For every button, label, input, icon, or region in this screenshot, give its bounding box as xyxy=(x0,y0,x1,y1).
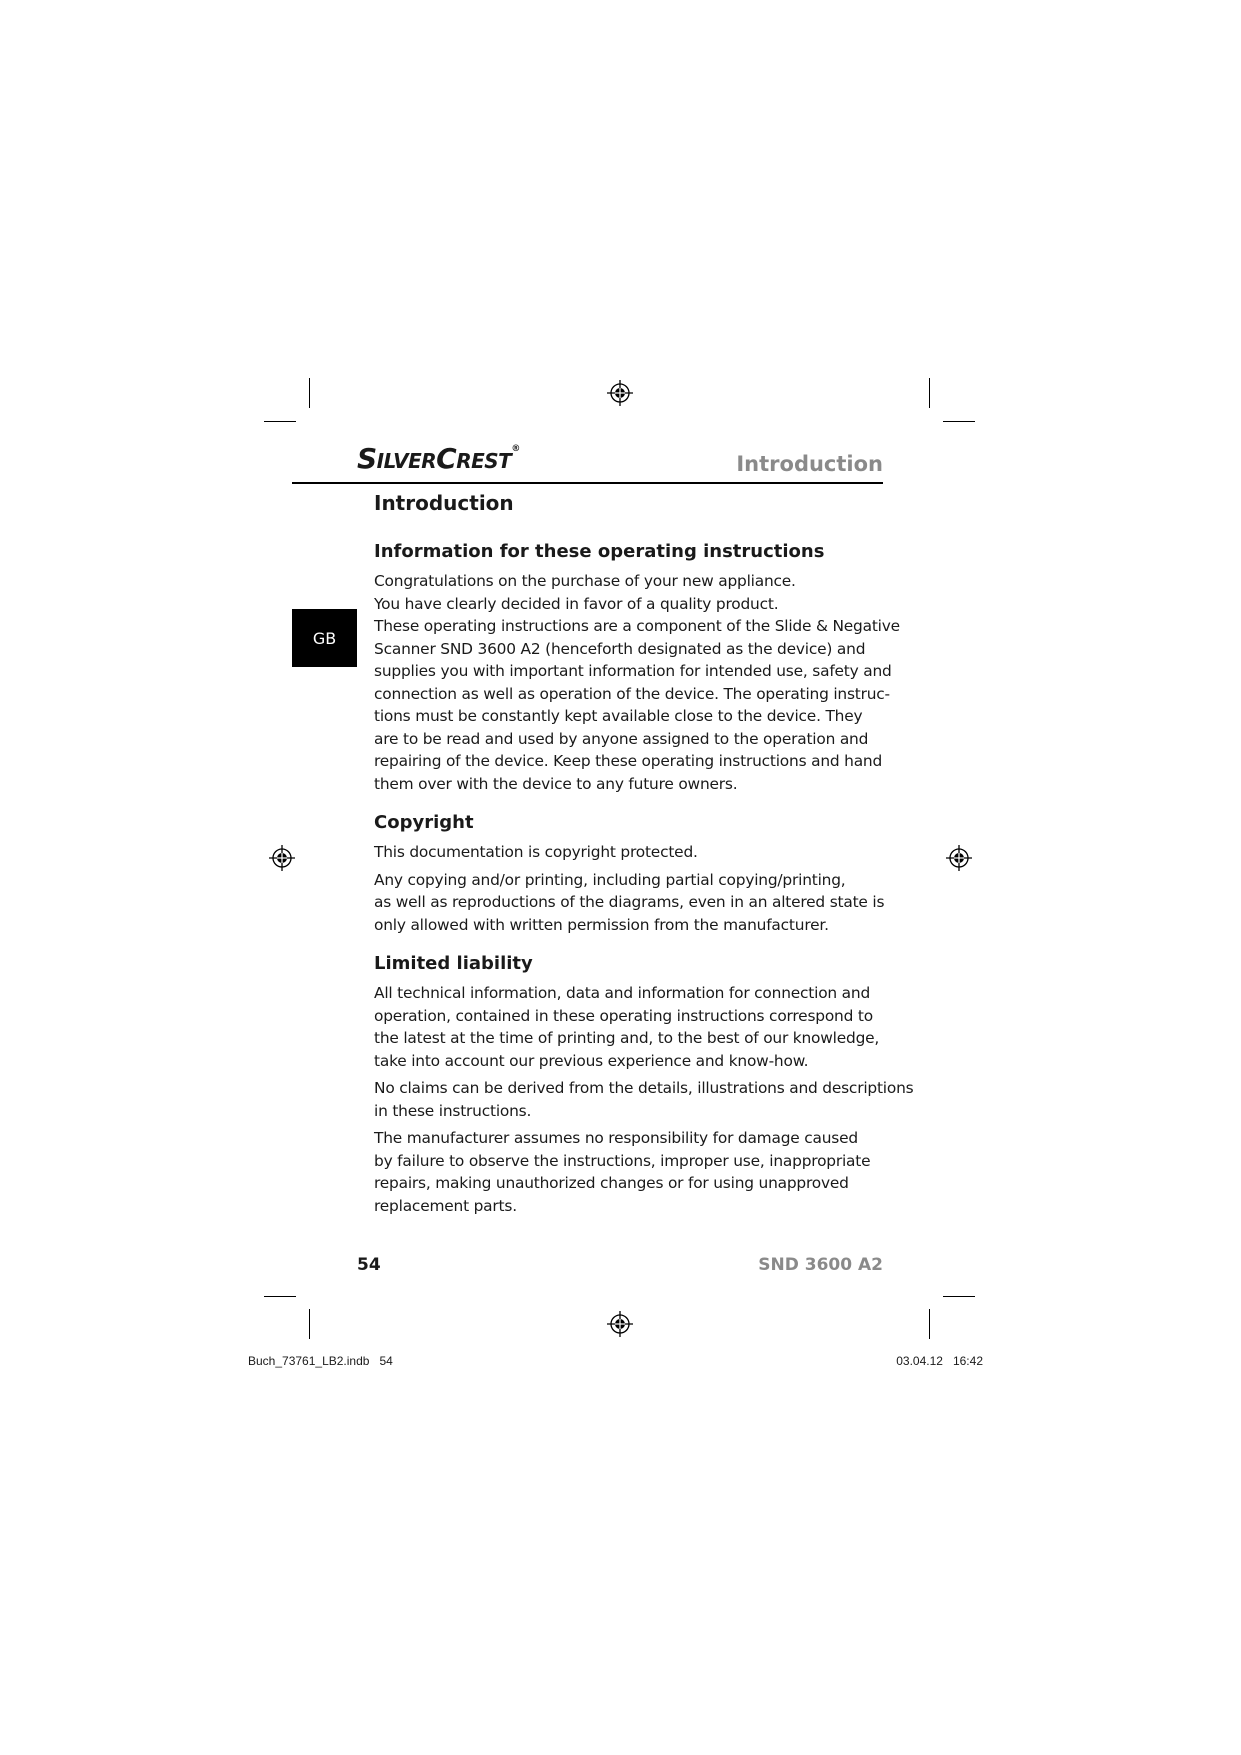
paragraph xyxy=(374,869,885,937)
crop-mark-bottom-right-horizontal xyxy=(943,1296,975,1297)
text-line: No claims can be derived from the details, illustrations and descriptions xyxy=(374,1079,914,1097)
header-divider xyxy=(292,482,883,484)
crop-mark-top-left-vertical xyxy=(309,378,310,408)
text-line: This documentation is copyright protected. xyxy=(374,843,698,861)
paragraph xyxy=(374,841,874,864)
text-line: take into account our previous experience and know-how. xyxy=(374,1051,809,1070)
text-line: Congratulations on the purchase of your new appliance. xyxy=(374,572,796,590)
brand-logo xyxy=(357,442,520,475)
text-line: as well as reproductions of the diagrams, even in an altered state is xyxy=(374,893,885,911)
brand-text: REST xyxy=(456,449,512,473)
text-line: These operating instructions are a component of the Slide & Negative xyxy=(374,617,900,635)
registration-target-icon xyxy=(607,1311,633,1337)
text-line: repairs, making unauthorized changes or for using unapproved xyxy=(374,1174,849,1192)
crop-mark-bottom-left-horizontal xyxy=(264,1296,296,1297)
text-line: the latest at the time of printing and, to the best of our knowledge, xyxy=(374,1029,880,1047)
brand-letter: C xyxy=(436,442,457,475)
page-number: 54 xyxy=(357,1255,381,1275)
text-line: Any copying and/or printing, including partial copying/printing, xyxy=(374,870,846,889)
page-title: Introduction xyxy=(374,491,514,515)
text-line: You have clearly decided in favor of a quality product. xyxy=(374,594,779,613)
paragraph xyxy=(374,1127,874,1217)
text-line: by failure to observe the instructions, improper use, inappropriate xyxy=(374,1151,871,1170)
section-heading: Copyright xyxy=(374,812,474,833)
text-line: in these instructions. xyxy=(374,1101,532,1120)
paragraph xyxy=(374,982,880,1072)
paragraph xyxy=(374,1077,914,1122)
brand-registered-mark: ® xyxy=(511,444,520,454)
crop-mark-top-right-horizontal xyxy=(943,421,975,422)
text-line: replacement parts. xyxy=(374,1196,517,1215)
text-line: repairing of the device. Keep these operating instructions and hand xyxy=(374,752,883,770)
text-line: operation, contained in these operating instructions correspond to xyxy=(374,1006,873,1025)
header-section-title: Introduction xyxy=(736,452,883,476)
crop-mark-top-right-vertical xyxy=(929,378,930,408)
text-line: All technical information, data and information for connection and xyxy=(374,984,871,1002)
crop-mark-bottom-left-vertical xyxy=(309,1309,310,1339)
main-content xyxy=(374,488,914,1217)
text-line: them over with the device to any future owners. xyxy=(374,774,738,793)
text-line: tions must be constantly kept available close to the device. They xyxy=(374,707,863,725)
crop-mark-top-left-horizontal xyxy=(264,421,296,422)
text-line: Scanner SND 3600 A2 (henceforth designated as the device) and xyxy=(374,639,866,658)
brand-letter: S xyxy=(357,442,377,475)
section-heading: Information for these operating instructions xyxy=(374,541,825,562)
text-line: connection as well as operation of the device. The operating instruc- xyxy=(374,684,890,703)
language-tab: GB xyxy=(292,609,357,667)
print-slug-date: 03.04.12 16:42 xyxy=(896,1354,983,1368)
brand-text: ILVER xyxy=(376,449,437,473)
registration-target-icon xyxy=(607,380,633,406)
registration-target-icon xyxy=(269,845,295,871)
print-slug-file: Buch_73761_LB2.indb 54 xyxy=(248,1354,393,1368)
text-line: supplies you with important information for intended use, safety and xyxy=(374,662,892,680)
paragraph xyxy=(374,570,900,795)
text-line: only allowed with written permission from the manufacturer. xyxy=(374,915,829,934)
text-line: are to be read and used by anyone assigned to the operation and xyxy=(374,729,869,748)
footer-model-name: SND 3600 A2 xyxy=(758,1255,883,1275)
text-line: The manufacturer assumes no responsibility for damage caused xyxy=(374,1129,858,1147)
section-heading: Limited liability xyxy=(374,953,533,974)
crop-mark-bottom-right-vertical xyxy=(929,1309,930,1339)
registration-target-icon xyxy=(946,845,972,871)
